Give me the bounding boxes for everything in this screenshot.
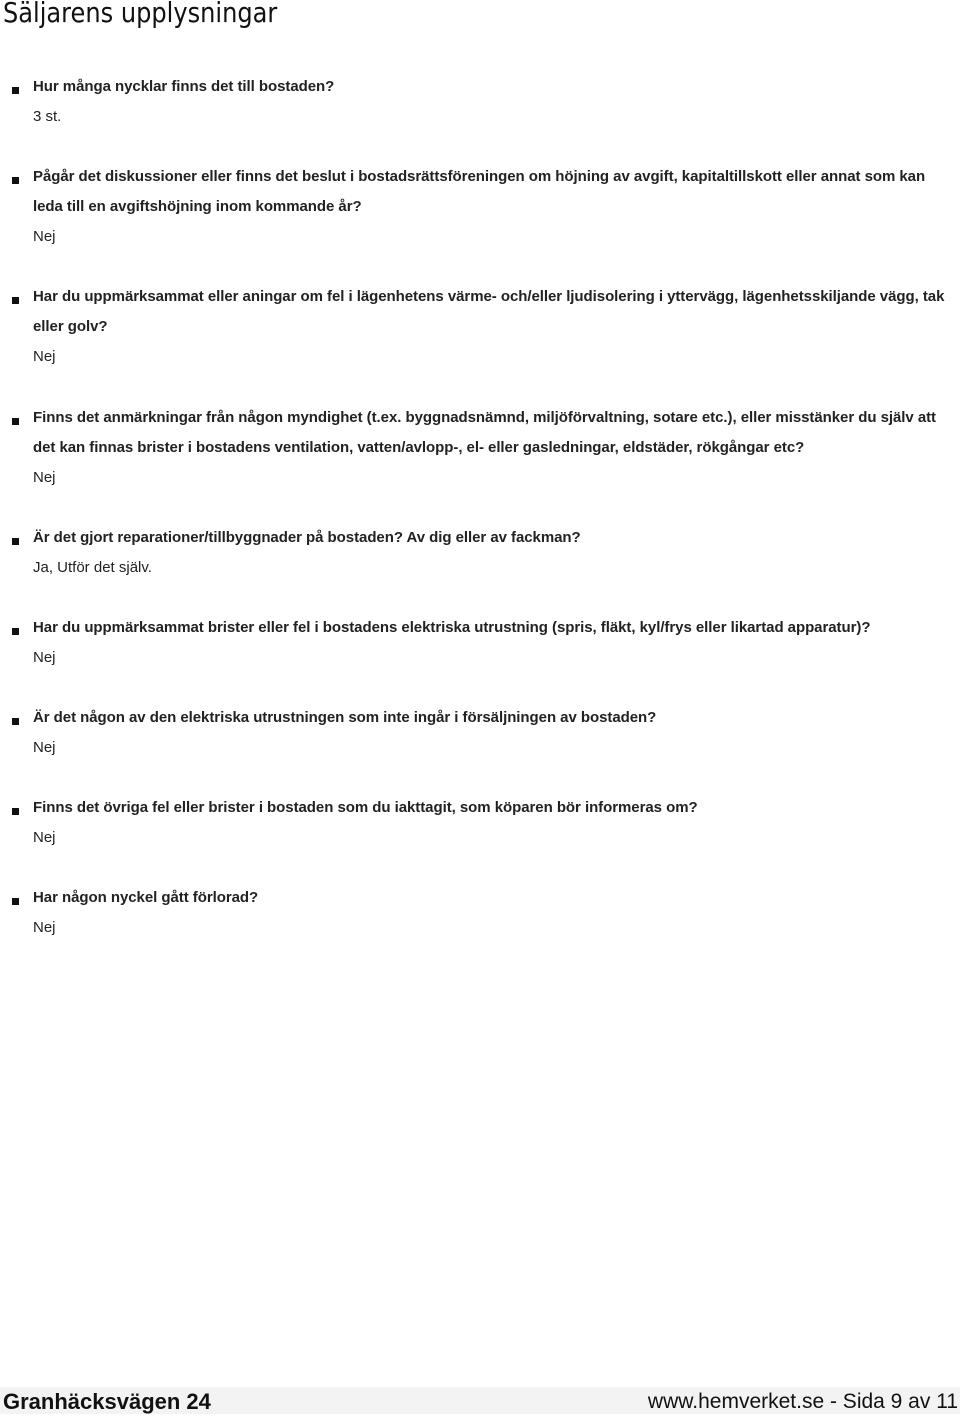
qa-item-fee-increase	[12, 169, 957, 252]
qa-item-authority-remarks	[12, 410, 957, 493]
square-bullet-icon	[12, 87, 19, 94]
question-text: Har någon nyckel gått förlorad?	[33, 889, 259, 906]
qa-item-repairs	[12, 530, 957, 583]
square-bullet-icon	[12, 418, 19, 425]
question-text: Har du uppmärksammat eller aningar om fel i lägenhetens värme- och/eller ljudisolering i yttervägg, lägenhetsskiljande vägg, tak eller golv?	[33, 288, 945, 335]
question-text: Finns det anmärkningar från någon myndighet (t.ex. byggnadsnämnd, miljöförvaltning, sotare etc.), eller misstänker du själv att det kan finnas brister i bostadens ventilation, vatten/avlopp-, el- eller gasledningar, eldstäder, rökgångar etc?	[33, 409, 936, 456]
question-text: Har du uppmärksammat brister eller fel i bostadens elektriska utrustning (spris, fläkt, kyl/frys eller likartad apparatur)?	[33, 619, 871, 636]
answer-text: Nej	[33, 919, 56, 936]
question-text: Hur många nycklar finns det till bostaden?	[33, 78, 335, 95]
qa-item-keys	[12, 79, 957, 132]
square-bullet-icon	[12, 718, 19, 725]
qa-item-other-defects	[12, 800, 957, 853]
answer-text: Nej	[33, 739, 56, 756]
answer-text: 3 st.	[33, 108, 62, 125]
square-bullet-icon	[12, 177, 19, 184]
square-bullet-icon	[12, 538, 19, 545]
footer-address: Granhäcksvägen 24	[3, 1389, 211, 1414]
square-bullet-icon	[12, 808, 19, 815]
footer-page-info: www.hemverket.se - Sida 9 av 11	[647, 1390, 958, 1413]
qa-item-excluded-equipment	[12, 710, 957, 763]
square-bullet-icon	[12, 628, 19, 635]
page-title: Säljarens upplysningar	[3, 0, 278, 29]
answer-text: Nej	[33, 829, 56, 846]
square-bullet-icon	[12, 297, 19, 304]
question-text: Är det gjort reparationer/tillbyggnader på bostaden? Av dig eller av fackman?	[33, 529, 581, 546]
answer-text: Nej	[33, 348, 56, 365]
answer-text: Ja, Utför det själv.	[33, 559, 152, 576]
answer-text: Nej	[33, 649, 56, 666]
question-text: Är det någon av den elektriska utrustningen som inte ingår i försäljningen av bostaden?	[33, 709, 657, 726]
qa-item-lost-key	[12, 890, 957, 943]
square-bullet-icon	[12, 898, 19, 905]
answer-text: Nej	[33, 469, 56, 486]
answer-text: Nej	[33, 228, 56, 245]
question-text: Finns det övriga fel eller brister i bostaden som du iakttagit, som köparen bör informeras om?	[33, 799, 698, 816]
question-text: Pågår det diskussioner eller finns det beslut i bostadsrättsföreningen om höjning av avgift, kapitaltillskott eller annat som kan leda till en avgiftshöjning inom kommande år?	[33, 168, 926, 215]
qa-item-electrical-faults	[12, 620, 957, 673]
page-footer	[0, 1387, 960, 1414]
qa-item-insulation	[12, 289, 957, 372]
